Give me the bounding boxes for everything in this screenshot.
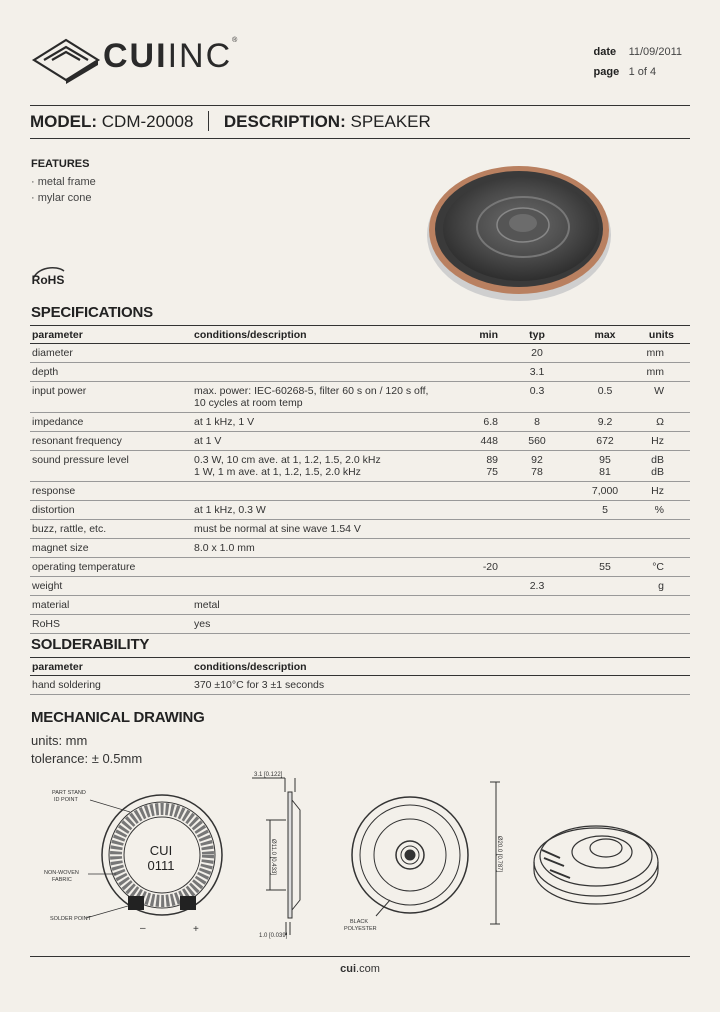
tolerance-line: tolerance: ± 0.5mm [31, 751, 143, 766]
cell-param: input power [30, 382, 192, 413]
label-fabric: FABRIC [52, 877, 72, 883]
cell-typ [502, 451, 572, 482]
solderability-table [30, 657, 690, 695]
cell-min [434, 501, 502, 520]
model-label: MODEL: [30, 112, 98, 131]
table-row [30, 539, 690, 558]
label-black: BLACK [350, 919, 369, 925]
cell-units [638, 615, 690, 634]
cell-min [434, 520, 502, 539]
cell-typ: 8 [502, 413, 572, 432]
cell-typ: 3.1 [502, 363, 572, 382]
model-value: CDM-20008 [101, 112, 194, 131]
header-rule [30, 105, 690, 106]
cell-units [638, 596, 690, 615]
cell-units: mm [638, 363, 690, 382]
table-header-row [30, 326, 690, 344]
table-row [30, 520, 690, 539]
cell-typ: 20 [502, 344, 572, 363]
cell-units: °C [638, 558, 690, 577]
table-row [30, 501, 690, 520]
specifications-title: SPECIFICATIONS [31, 304, 153, 321]
cell-cond: yes [192, 615, 434, 634]
date-value: 11/09/2011 [628, 46, 682, 58]
cell-max [572, 577, 638, 596]
cell-cond-line: 1 W, 1 m ave. at 1, 1.2, 1.5, 2.0 kHz [194, 466, 361, 478]
table-row [30, 558, 690, 577]
cell-max [572, 539, 638, 558]
cell-max [572, 520, 638, 539]
cell-cond [192, 482, 434, 501]
label-part-stand: PART STAND [52, 790, 86, 796]
cell-cond: 8.0 x 1.0 mm [192, 539, 434, 558]
features-block [31, 158, 96, 206]
table-row [30, 413, 690, 432]
cell-min [434, 363, 502, 382]
table-header-row [30, 658, 690, 676]
cell-units [638, 451, 690, 482]
features-title: FEATURES [31, 158, 90, 170]
table-row [30, 432, 690, 451]
header-parameter: parameter [30, 658, 192, 676]
cell-max: 5 [572, 501, 638, 520]
label-plus: + [193, 924, 199, 935]
cell-min [434, 382, 502, 413]
table-row [30, 482, 690, 501]
cell-typ: 0.3 [502, 382, 572, 413]
label-id-point: ID POINT [54, 797, 78, 803]
cell-param: depth [30, 363, 192, 382]
cell-min: -20 [434, 558, 502, 577]
cell-cond [192, 577, 434, 596]
cell-min [434, 451, 502, 482]
cell-min [434, 577, 502, 596]
rear-view [352, 782, 500, 924]
cell-units: Ω [638, 413, 690, 432]
cell-typ: 560 [502, 432, 572, 451]
isometric-view [534, 826, 658, 904]
cell-typ [502, 539, 572, 558]
units-line: units: mm [31, 733, 88, 748]
model-bar [30, 111, 431, 132]
dim-outer: Ø20.0 [0.787] [496, 835, 502, 873]
mechanical-drawing [30, 770, 690, 940]
footer-brand-rest: .com [356, 963, 380, 975]
cell-min [434, 344, 502, 363]
table-row [30, 615, 690, 634]
cell-units [638, 539, 690, 558]
cell-max [572, 451, 638, 482]
rohs-logo-text: RoHS [31, 273, 65, 287]
cell-cond: max. power: IEC-60268-5, filter 60 s on / 120 s off, 10 cycles at room temp [192, 382, 434, 413]
model-rule [30, 138, 690, 139]
label-cui: CUI [149, 843, 173, 858]
units-note [31, 732, 142, 768]
header-typ: typ [502, 326, 572, 344]
cell-min: 6.8 [434, 413, 502, 432]
cell-units: Hz [638, 432, 690, 451]
cell-units: Hz [638, 482, 690, 501]
cell-typ [502, 596, 572, 615]
cell-param: response [30, 482, 192, 501]
cell-min [434, 482, 502, 501]
cell-param: distortion [30, 501, 192, 520]
dim-bottom: 1.0 [0.039] [259, 933, 288, 939]
cell-cond [192, 558, 434, 577]
cell-cond [192, 451, 434, 482]
cell-max: 672 [572, 432, 638, 451]
cell-param: impedance [30, 413, 192, 432]
cell-max [572, 615, 638, 634]
document-meta [594, 42, 682, 82]
cell-units-line: dB [651, 454, 664, 466]
feature-item: · metal frame [31, 176, 96, 188]
cell-cond: at 1 kHz, 0.3 W [192, 501, 434, 520]
label-polyester: POLYESTER [344, 926, 377, 932]
cell-units [638, 520, 690, 539]
date-label: date [593, 46, 617, 58]
table-row [30, 363, 690, 382]
label-code: 0111 [147, 858, 175, 873]
header-conditions: conditions/description [192, 658, 690, 676]
speaker-photo [423, 157, 615, 305]
cell-units: % [638, 501, 690, 520]
table-row [30, 382, 690, 413]
cell-min-line: 89 [486, 454, 498, 466]
cell-min: 448 [434, 432, 502, 451]
cell-min [434, 539, 502, 558]
cell-param: hand soldering [30, 676, 192, 695]
cell-typ [502, 558, 572, 577]
cell-typ [502, 482, 572, 501]
cell-param: weight [30, 577, 192, 596]
brand-name: CUIINC® [103, 37, 240, 75]
cell-max-line: 95 [599, 454, 611, 466]
cell-max: 9.2 [572, 413, 638, 432]
cell-cond-line: 0.3 W, 10 cm ave. at 1, 1.2, 1.5, 2.0 kHz [194, 454, 381, 466]
cell-param: operating temperature [30, 558, 192, 577]
cell-cond: metal [192, 596, 434, 615]
table-row [30, 596, 690, 615]
footer-rule [30, 956, 690, 957]
feature-item: · mylar cone [31, 192, 92, 204]
table-row [30, 676, 690, 695]
page-label: page [593, 66, 620, 78]
footer-site[interactable] [0, 963, 720, 975]
cell-typ [502, 520, 572, 539]
cell-units-line: dB [651, 466, 664, 478]
specifications-table [30, 325, 690, 634]
label-minus: – [140, 923, 146, 934]
page-value: 1 of 4 [628, 66, 657, 78]
cell-typ: 2.3 [502, 577, 572, 596]
cell-param: magnet size [30, 539, 192, 558]
solderability-title: SOLDERABILITY [31, 636, 150, 653]
table-row [30, 344, 690, 363]
table-row [30, 451, 690, 482]
dim-top: 3.1 [0.122] [254, 772, 283, 778]
header-conditions: conditions/description [192, 326, 434, 344]
brand-bold: CUI [103, 37, 168, 75]
cell-param: material [30, 596, 192, 615]
cell-typ [502, 501, 572, 520]
cell-max: 55 [572, 558, 638, 577]
rohs-logo-icon [30, 263, 66, 289]
header-units: units [638, 326, 690, 344]
cell-min-line: 75 [486, 466, 498, 478]
cell-max-line: 81 [599, 466, 611, 478]
cell-typ-line: 92 [531, 454, 543, 466]
description-value: SPEAKER [350, 112, 431, 131]
cell-cond [192, 344, 434, 363]
cell-units: g [638, 577, 690, 596]
cell-cond: at 1 V [192, 432, 434, 451]
cell-units: W [638, 382, 690, 413]
cell-typ-line: 78 [531, 466, 543, 478]
cell-cond [192, 363, 434, 382]
cell-cond: 370 ±10°C for 3 ±1 seconds [192, 676, 690, 695]
cell-max: 0.5 [572, 382, 638, 413]
cell-cond: at 1 kHz, 1 V [192, 413, 434, 432]
cell-param: resonant frequency [30, 432, 192, 451]
cell-max: 7,000 [572, 482, 638, 501]
cell-min [434, 615, 502, 634]
cell-typ [502, 615, 572, 634]
dim-inner: Ø11.0 [0.433] [270, 839, 276, 875]
cell-min [434, 596, 502, 615]
description-label: DESCRIPTION: [223, 112, 346, 131]
cell-max [572, 596, 638, 615]
label-solder-point: SOLDER POINT [50, 916, 91, 922]
footer-brand-bold: cui [340, 963, 357, 975]
cell-param: RoHS [30, 615, 192, 634]
cell-max [572, 344, 638, 363]
label-non-woven: NON-WOVEN [44, 870, 79, 876]
mechanical-title: MECHANICAL DRAWING [31, 709, 205, 726]
cell-param: diameter [30, 344, 192, 363]
header-max: max [572, 326, 638, 344]
cell-cond: must be normal at sine wave 1.54 V [192, 520, 434, 539]
header-min: min [434, 326, 502, 344]
cell-units: mm [638, 344, 690, 363]
brand-light: INC [167, 37, 233, 75]
cell-param: buzz, rattle, etc. [30, 520, 192, 539]
cell-param: sound pressure level [30, 451, 192, 482]
cell-max [572, 363, 638, 382]
header-parameter: parameter [30, 326, 192, 344]
table-row [30, 577, 690, 596]
